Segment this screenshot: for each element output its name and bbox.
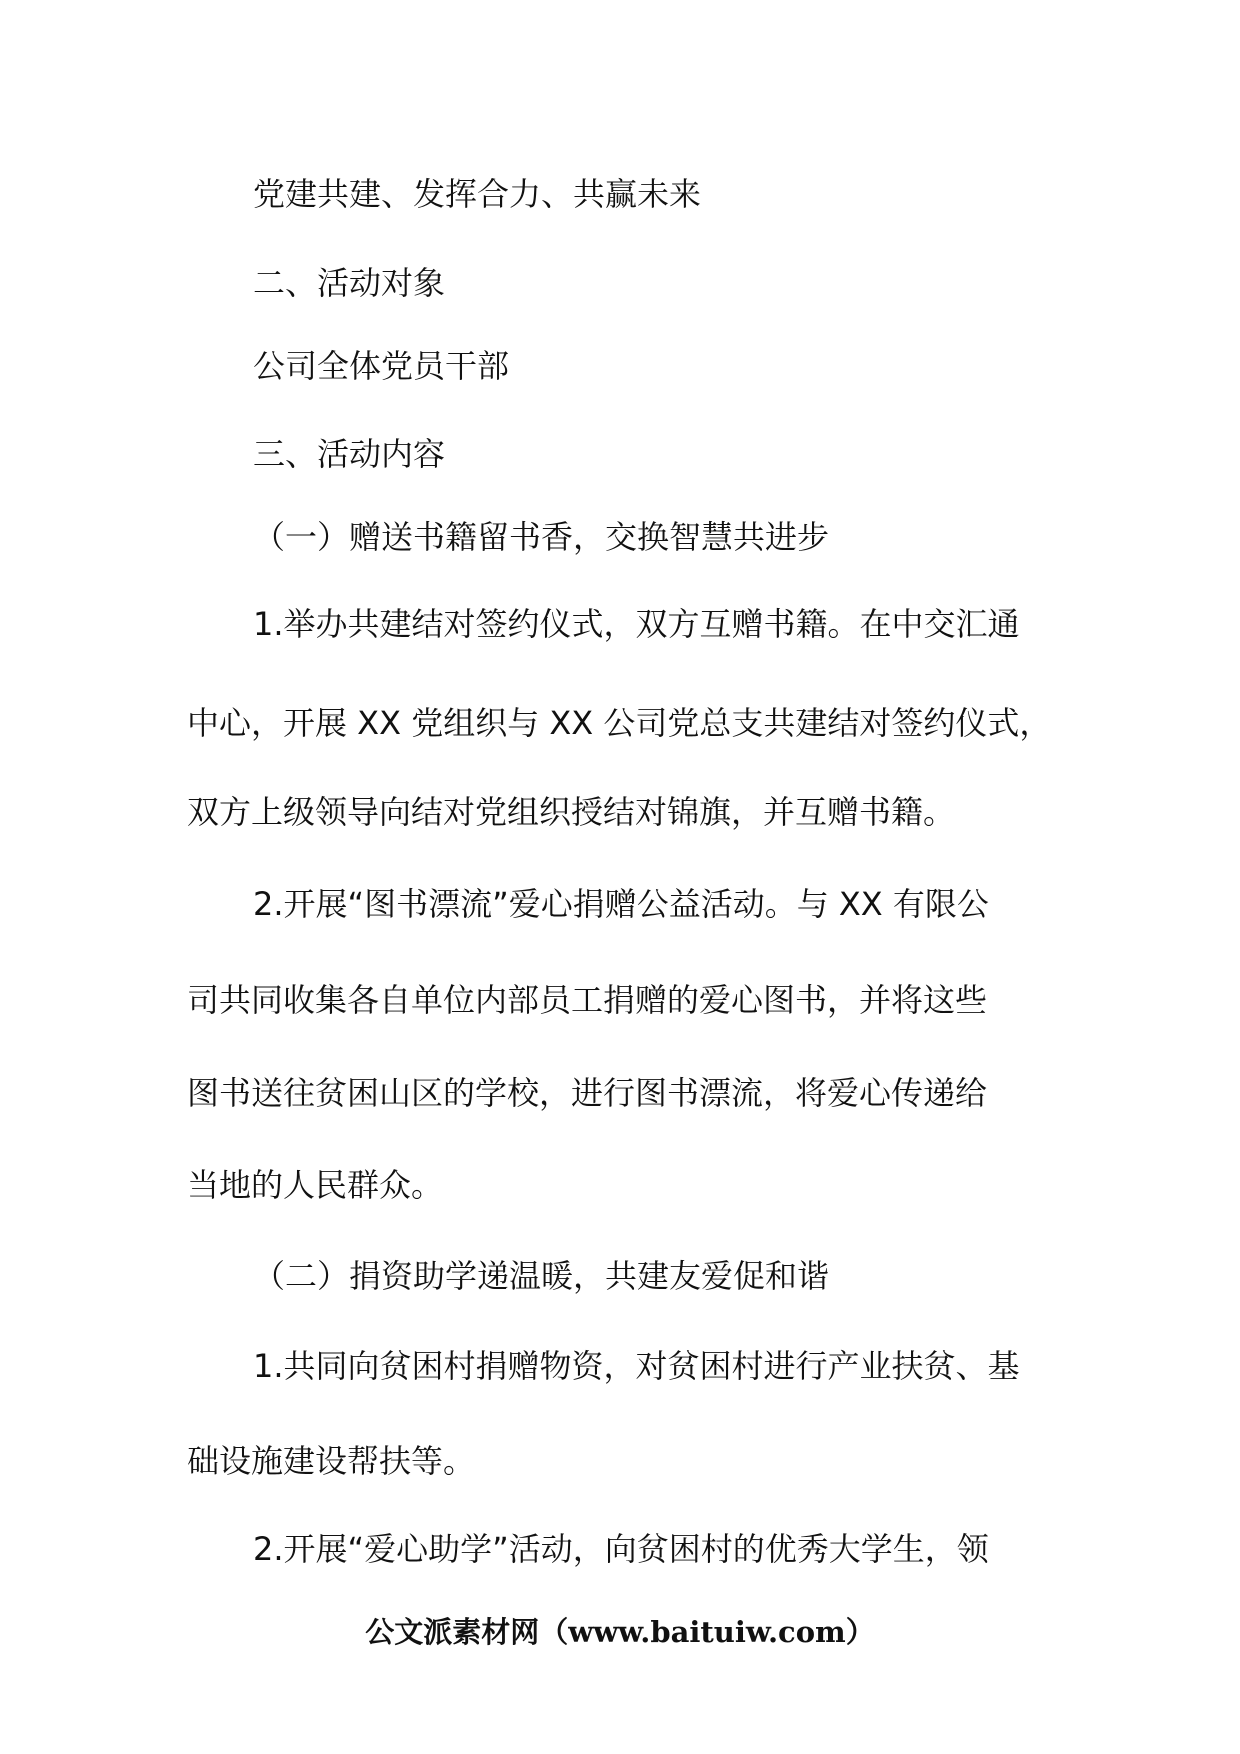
paragraph-line: 2.开展“爱心助学”活动，向贫困村的优秀大学生，领 [253,1530,989,1568]
paragraph-line: 1.举办共建结对签约仪式，双方互赠书籍。在中交汇通 [253,605,1020,643]
section-heading-3: 三、活动内容 [253,435,446,473]
paragraph-line: 础设施建设帮扶等。 [187,1442,476,1480]
subsection-heading-1: （一）赠送书籍留书香，交换智慧共进步 [253,518,830,556]
subsection-heading-2: （二）捐资助学递温暖，共建友爱促和谐 [253,1257,830,1295]
theme-text: 党建共建、发挥合力、共赢未来 [253,175,702,213]
section-heading-2: 二、活动对象 [253,264,446,302]
paragraph-line: 图书送往贫困山区的学校，进行图书漂流，将爱心传递给 [187,1074,988,1112]
paragraph-line: 司共同收集各自单位内部员工捐赠的爱心图书，并将这些 [187,981,988,1019]
paragraph-line: 1.共同向贫困村捐赠物资，对贫困村进行产业扶贫、基 [253,1347,1020,1385]
paragraph-line: 2.开展“图书漂流”爱心捐赠公益活动。与 XX 有限公 [253,885,989,923]
paragraph-line: 当地的人民群众。 [187,1166,444,1204]
paragraph-line: 双方上级领导向结对党组织授结对锦旗，并互赠书籍。 [187,793,956,831]
target-text: 公司全体党员干部 [253,347,510,385]
paragraph-line: 中心，开展 XX 党组织与 XX 公司党总支共建结对签约仪式， [187,704,1052,742]
footer-watermark: 公文派素材网（www.baituiw.com） [365,1615,875,1649]
